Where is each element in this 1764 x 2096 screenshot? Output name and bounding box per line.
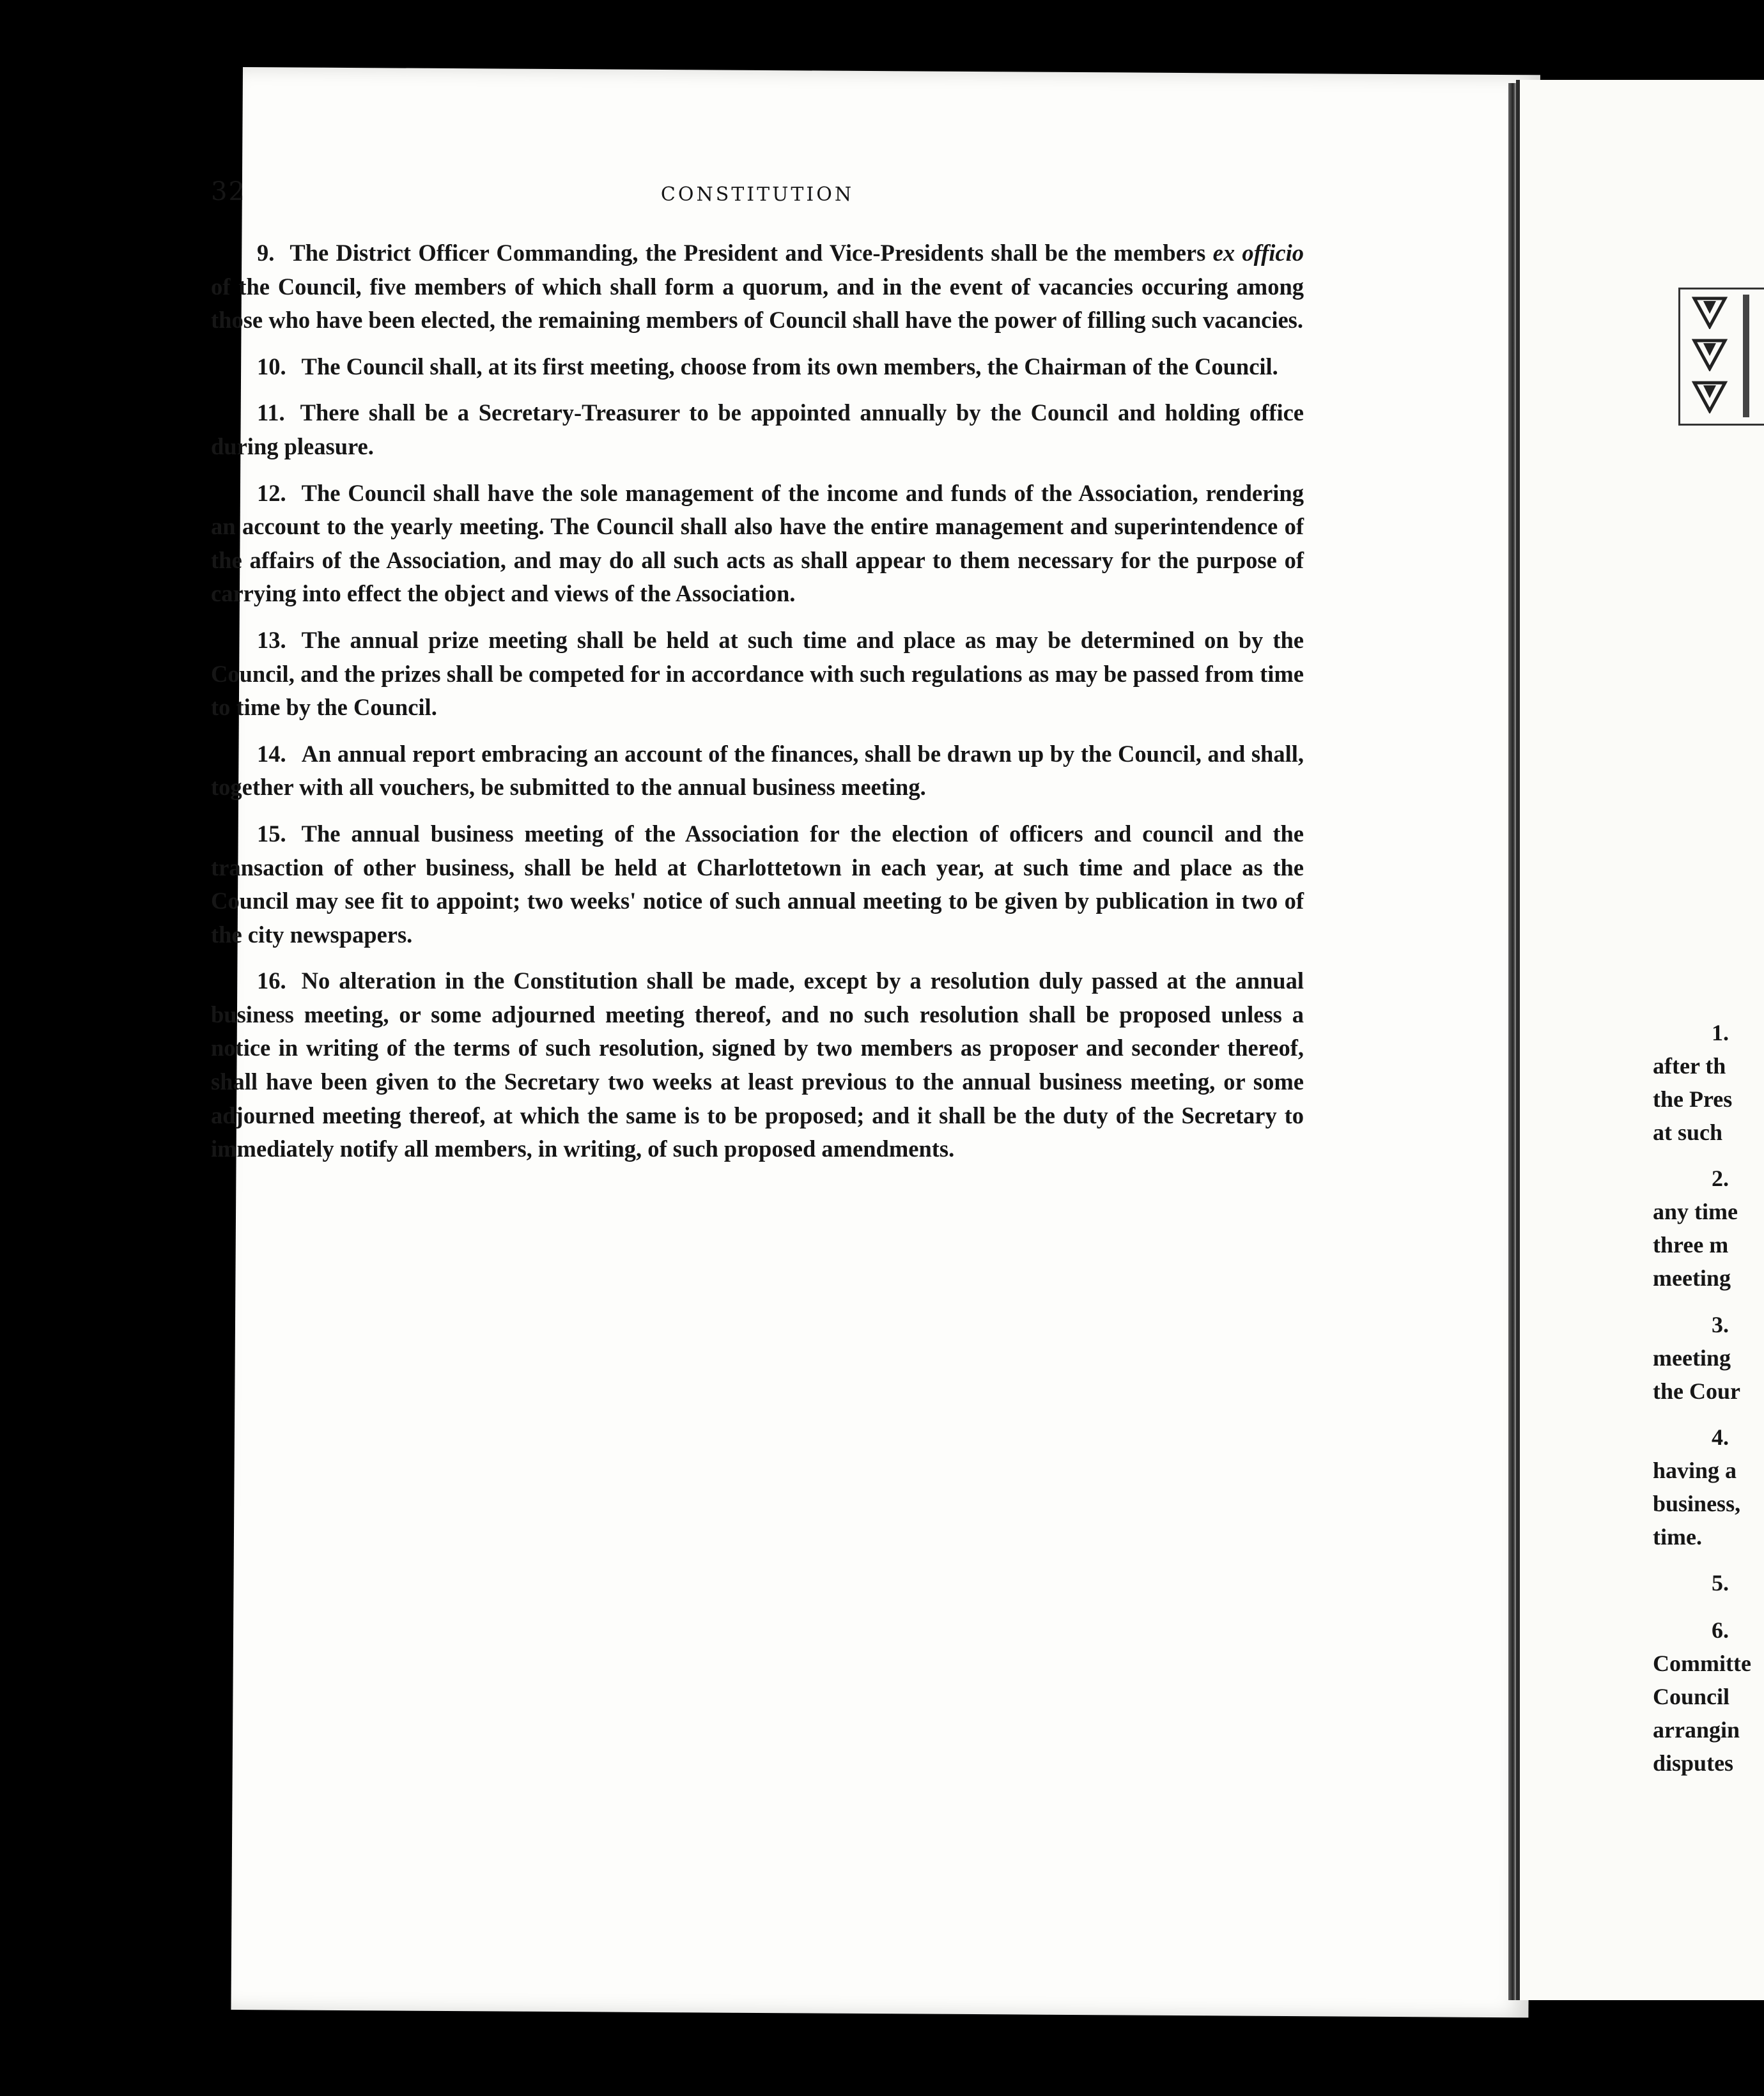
right-page-fragment: 2. xyxy=(1712,1166,1729,1191)
article-number: 14. xyxy=(257,740,286,767)
constitution-text xyxy=(211,236,1304,1179)
ornament-border xyxy=(1678,288,1764,426)
right-page-fragment: at such xyxy=(1653,1120,1723,1145)
right-page-fragment: disputes xyxy=(1653,1750,1734,1776)
running-head xyxy=(211,177,1304,228)
article-number: 9. xyxy=(257,240,275,266)
article-text: The Council shall, at its first meeting, choose from its own members, the Chairman of the Council. xyxy=(301,353,1278,380)
right-page-fragment: 4. xyxy=(1712,1424,1729,1450)
article-number: 10. xyxy=(257,353,286,380)
right-page-fragment: 1. xyxy=(1712,1020,1729,1045)
right-page-fragment: 3. xyxy=(1712,1312,1729,1337)
article-number: 16. xyxy=(257,967,286,994)
article-text: The annual business meeting of the Association for the election of officers and council and the transaction of other business, shall be held at Charlottetown in each year, at such time and place as the Council may see fit to appoint; two weeks' notice of such annual meeting to be given by publication in two of the city newspapers. xyxy=(211,820,1304,948)
shield-ornament-icon xyxy=(1692,296,1728,329)
right-page-fragment: time. xyxy=(1653,1524,1702,1550)
article-text: An annual report embracing an account of the finances, shall be drawn up by the Council, and shall, together with all vouchers, be submitted to the annual business meeting. xyxy=(211,740,1304,801)
article-16 xyxy=(211,964,1304,1166)
right-page-fragment: the Cour xyxy=(1653,1378,1740,1404)
article-11 xyxy=(211,396,1304,463)
article-14 xyxy=(211,737,1304,805)
right-page-fragment: any time xyxy=(1653,1199,1738,1224)
page-title: CONSTITUTION xyxy=(660,183,855,206)
right-page-fragment: the Pres xyxy=(1653,1086,1733,1112)
article-italic-term: ex officio xyxy=(1212,240,1304,266)
article-text: The annual prize meeting shall be held at such time and place as may be determined on by the Council, and the prizes shall be competed for in accordance with such regulations as may be passed from time to time by the Council. xyxy=(211,626,1304,721)
shield-ornament-icon xyxy=(1692,338,1728,371)
right-page-fragment: Council xyxy=(1653,1684,1730,1709)
ornament-bar xyxy=(1743,295,1749,417)
shield-ornament-icon xyxy=(1692,380,1728,413)
article-text: No alteration in the Constitution shall be made, except by a resolution duly passed at the annual business meeting, or some adjourned meeting thereof, and no such resolution shall be proposed unless a notice in writing of the terms of such resolution, signed by two members as proposer and seconder thereof, shall have been given to the Secretary two weeks at least previous to the annual business meeting, or some adjourned meeting thereof, at which the same is to be proposed; and it shall be the duty of the Secretary to immediately notify all members, in writing, of such proposed amendments. xyxy=(211,967,1304,1162)
article-10 xyxy=(211,350,1304,384)
right-page-fragment: meeting xyxy=(1653,1265,1731,1291)
article-number: 12. xyxy=(257,479,286,506)
right-page-fragment: arrangin xyxy=(1653,1717,1740,1743)
right-page-fragment: three m xyxy=(1653,1232,1729,1258)
article-9 xyxy=(211,236,1304,337)
article-text: The District Officer Commanding, the President and Vice-Presidents shall be the members xyxy=(290,240,1213,266)
article-text: of the Council, five members of which shall form a quorum, and in the event of vacancies occuring among those who have been elected, the remaining members of Council shall have the power of filling such vacancies. xyxy=(211,273,1304,334)
right-page-fragment: after th xyxy=(1653,1053,1726,1079)
right-page-fragment: 6. xyxy=(1712,1617,1729,1643)
article-12 xyxy=(211,477,1304,611)
article-number: 15. xyxy=(257,820,286,847)
article-text: There shall be a Secretary-Treasurer to be appointed annually by the Council and holding office during pleasure. xyxy=(211,399,1304,459)
right-page-fragment: 5. xyxy=(1712,1570,1729,1596)
page-number: 32 xyxy=(211,177,246,206)
article-13 xyxy=(211,624,1304,725)
right-page-fragment: business, xyxy=(1653,1491,1741,1516)
article-text: The Council shall have the sole management of the income and funds of the Association, rendering an account to the yearly meeting. The Council shall also have the entire management and superintendence of the affairs of the Association, and may do all such acts as shall appear to them necessary for the purpose of carrying into effect the object and views of the Association. xyxy=(211,479,1304,607)
right-page-fragment: Committe xyxy=(1653,1651,1751,1676)
book-spine xyxy=(1508,83,1516,2000)
article-number: 13. xyxy=(257,626,286,653)
article-number: 11. xyxy=(257,399,285,426)
right-page-fragment: having a xyxy=(1653,1458,1737,1483)
article-15 xyxy=(211,817,1304,952)
right-page-fragment: meeting xyxy=(1653,1345,1731,1371)
